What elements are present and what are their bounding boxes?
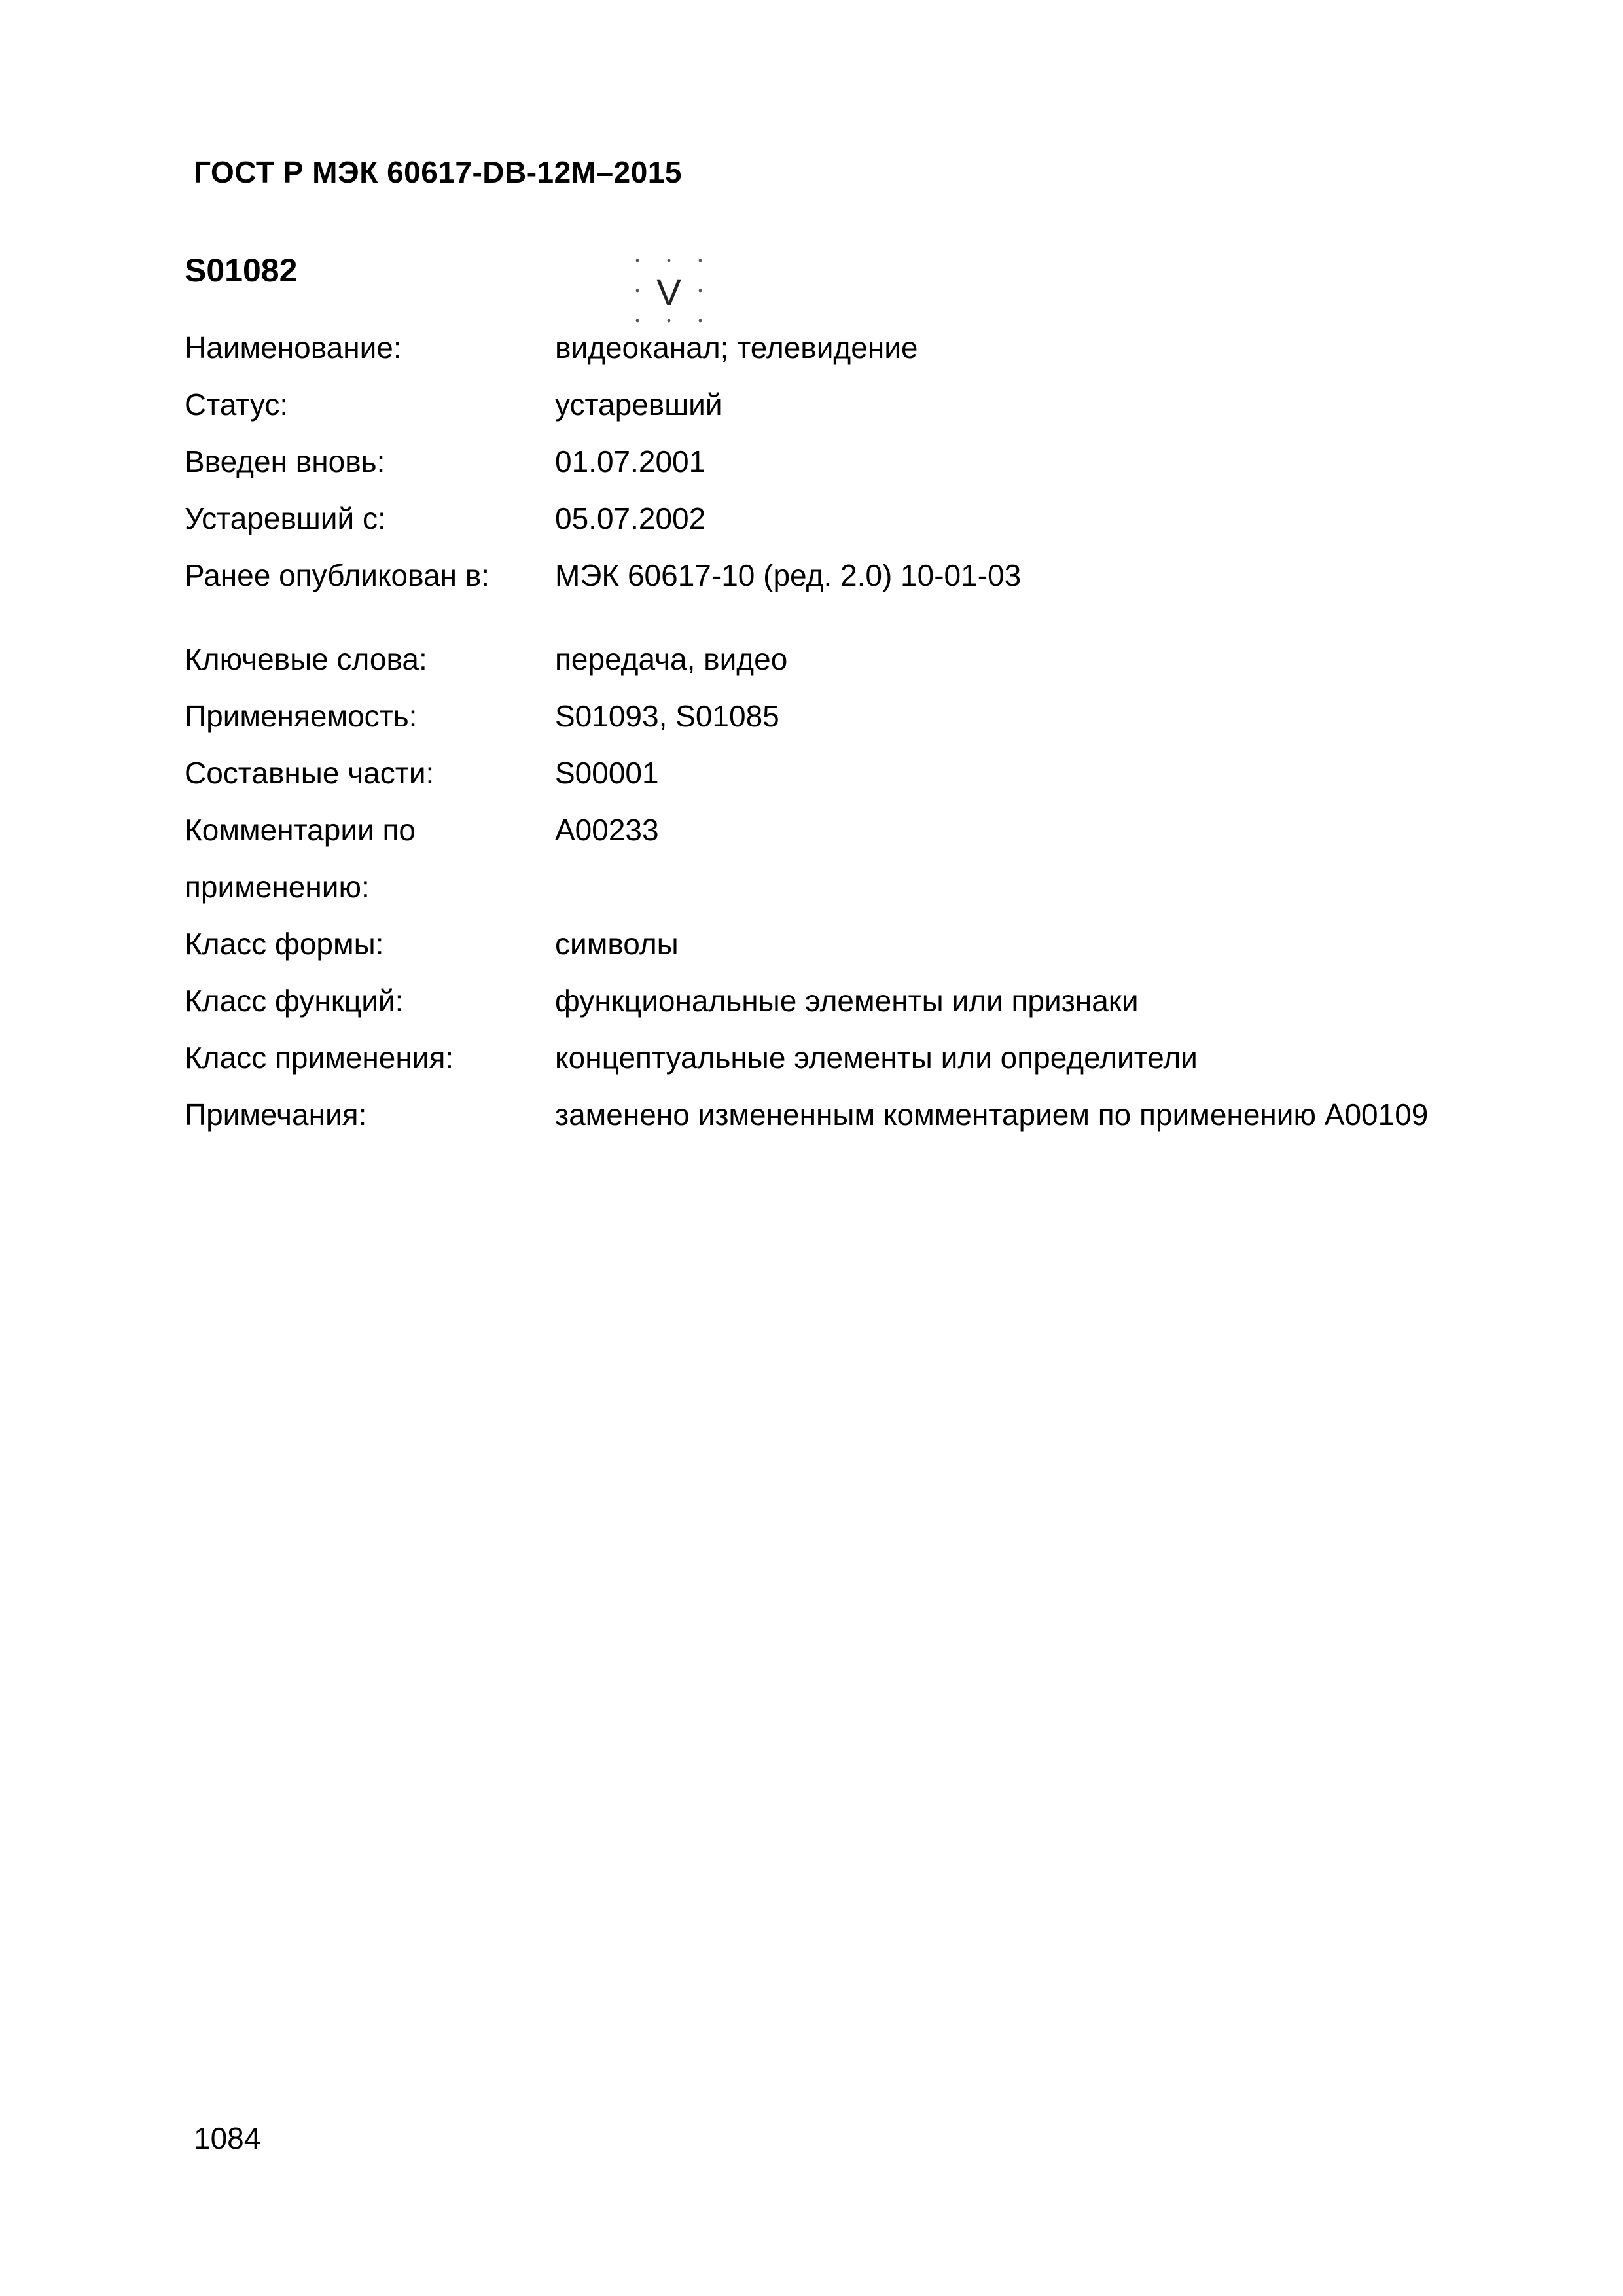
property-label: Статус:	[185, 387, 289, 422]
property-value: МЭК 60617-10 (ред. 2.0) 10-01-03	[555, 558, 1022, 592]
property-value: устаревший	[555, 387, 722, 422]
symbol-id: S01082	[185, 252, 298, 289]
property-value: функциональные элементы или признаки	[555, 984, 1139, 1018]
property-value: S00001	[555, 756, 659, 790]
property-value: S01093, S01085	[555, 699, 779, 733]
property-label: Примечания:	[185, 1098, 367, 1132]
property-value: 01.07.2001	[555, 444, 706, 478]
property-value: передача, видео	[555, 642, 788, 676]
property-value: видеоканал; телевидение	[555, 331, 918, 365]
property-label: Комментарии по применению:	[185, 813, 416, 904]
property-value: символы	[555, 927, 679, 961]
symbol-letter: V	[656, 272, 681, 313]
property-value: заменено измененным комментарием по применению A00109	[555, 1098, 1429, 1132]
property-label: Составные части:	[185, 756, 435, 790]
property-label: Применяемость:	[185, 699, 418, 733]
property-label: Класс функций:	[185, 984, 404, 1018]
property-label: Ранее опубликован в:	[185, 558, 490, 592]
property-label: Наименование:	[185, 331, 402, 365]
property-value: A00233	[555, 813, 659, 847]
property-label: Устаревший с:	[185, 501, 386, 535]
property-label: Введен вновь:	[185, 444, 385, 478]
page-number: 1084	[194, 2121, 261, 2155]
property-label: Класс применения:	[185, 1041, 454, 1075]
property-label: Класс формы:	[185, 927, 384, 961]
video-symbol-icon	[632, 254, 705, 327]
document-standard-header: ГОСТ Р МЭК 60617-DB-12M–2015	[194, 155, 682, 189]
property-label: Ключевые слова:	[185, 642, 427, 676]
property-value: 05.07.2002	[555, 501, 706, 535]
property-value: концептуальные элементы или определители	[555, 1041, 1198, 1075]
